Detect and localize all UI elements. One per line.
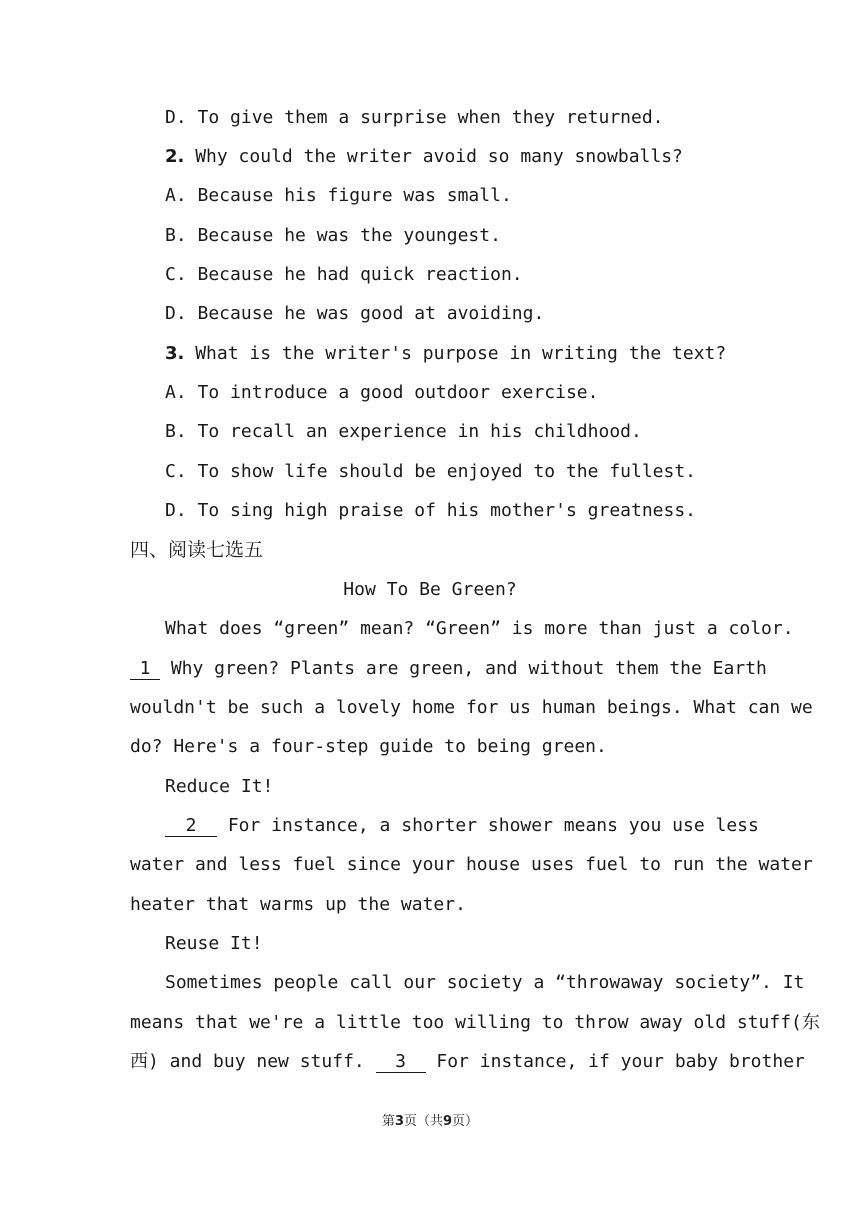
paragraph-3-line-2: means that we're a little too willing to throw away old stuff(东 — [130, 1012, 820, 1033]
subheading-reuse: Reuse It! — [165, 933, 263, 954]
footer-mid: 页（共 — [403, 1114, 443, 1129]
question-3 — [165, 342, 726, 366]
q3-option-b: B. To recall an experience in his childhood. — [165, 421, 642, 442]
question-2-number: 2. — [165, 146, 185, 167]
paragraph-1-line-2 — [130, 657, 767, 681]
subheading-reduce: Reduce It! — [165, 776, 274, 797]
blank-3: 3 — [376, 1052, 426, 1073]
footer-suffix: 页） — [452, 1114, 479, 1129]
question-2-text: Why could the writer avoid so many snowballs? — [184, 146, 683, 167]
section-heading: 四、阅读七选五 — [130, 539, 264, 561]
paragraph-3-line-3-text-a: 西) and buy new stuff. — [130, 1051, 376, 1072]
q3-option-c: C. To show life should be enjoyed to the fullest. — [165, 461, 697, 482]
blank-1: 1 — [130, 659, 160, 680]
question-2 — [165, 145, 683, 169]
footer-prefix: 第 — [381, 1114, 395, 1129]
q2-option-c: C. Because he had quick reaction. — [165, 264, 523, 285]
footer-page-number: 3 — [394, 1114, 404, 1129]
question-3-number: 3. — [165, 343, 185, 364]
q2-option-b: B. Because he was the youngest. — [165, 225, 501, 246]
passage-title: How To Be Green? — [343, 579, 517, 600]
paragraph-3-line-3 — [130, 1050, 805, 1074]
q3-option-d: D. To sing high praise of his mother's greatness. — [165, 500, 697, 521]
footer-total-pages: 9 — [443, 1114, 453, 1129]
paragraph-2-line-1-text: For instance, a shorter shower means you use less — [217, 815, 759, 836]
page-footer — [0, 1110, 860, 1129]
paragraph-1-line-4: do? Here's a four-step guide to being green. — [130, 736, 607, 757]
q2-option-d: D. Because he was good at avoiding. — [165, 303, 545, 324]
paragraph-1-line-3: wouldn't be such a lovely home for us human beings. What can we — [130, 697, 813, 718]
q1-option-d: D. To give them a surprise when they returned. — [165, 107, 664, 128]
paragraph-3-line-3-text-b: For instance, if your baby brother — [425, 1051, 805, 1072]
paragraph-2-line-3: heater that warms up the water. — [130, 894, 466, 915]
blank-2: 2 — [165, 816, 217, 837]
question-3-text: What is the writer's purpose in writing the text? — [184, 343, 727, 364]
paragraph-2-line-2: water and less fuel since your house uses fuel to run the water — [130, 854, 813, 875]
paragraph-1-line-1: What does “green” mean? “Green” is more than just a color. — [165, 618, 794, 639]
paragraph-3-line-1: Sometimes people call our society a “throwaway society”. It — [165, 972, 805, 993]
paragraph-1-line-2-text: Why green? Plants are green, and without them the Earth — [160, 658, 767, 679]
q3-option-a: A. To introduce a good outdoor exercise. — [165, 382, 599, 403]
paragraph-2-line-1 — [165, 814, 759, 838]
q2-option-a: A. Because his figure was small. — [165, 185, 512, 206]
